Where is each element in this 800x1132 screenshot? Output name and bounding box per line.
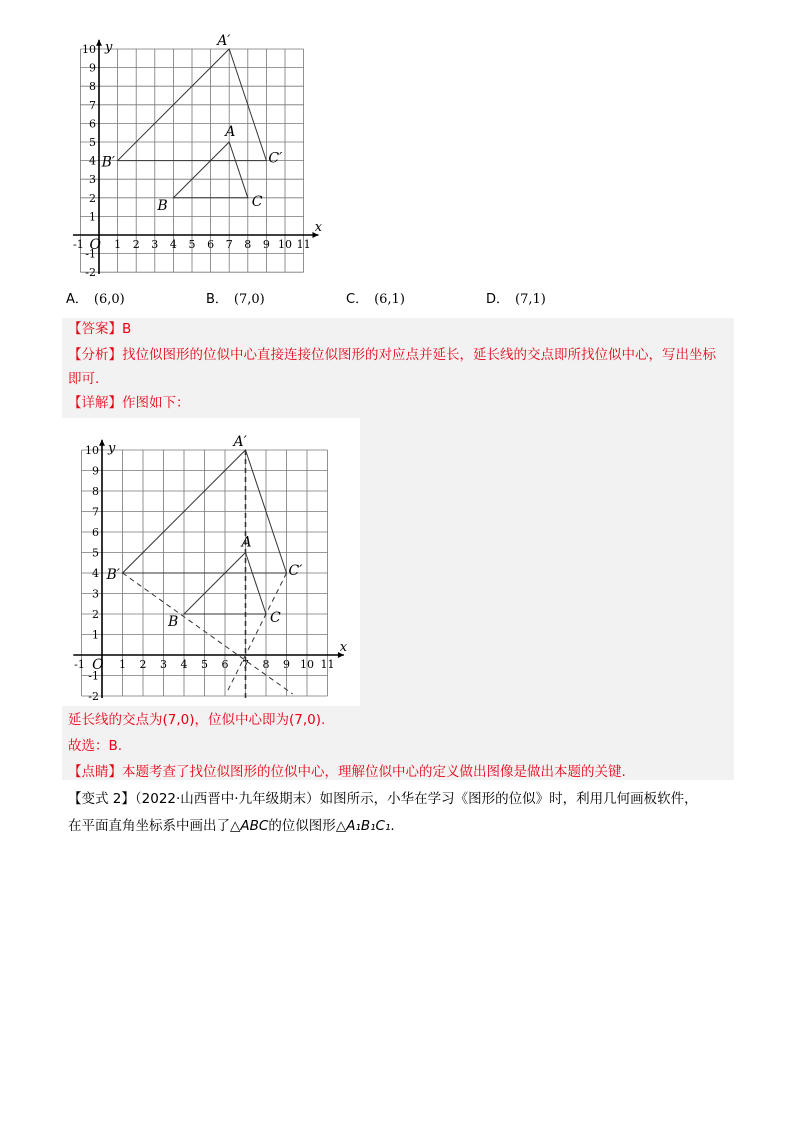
option-a-value: (6,0): [93, 292, 125, 307]
x-axis-label: x: [339, 640, 348, 655]
point-c1-label: C′: [288, 563, 303, 579]
point-a1-label: A′: [233, 434, 247, 450]
x-tick-label: 4: [180, 658, 188, 671]
option-c-value: (6,1): [374, 292, 405, 307]
y-tick-label: 3: [89, 173, 96, 187]
x-tick-label: 5: [201, 658, 208, 671]
comment-tag: 【点睛】: [68, 764, 122, 780]
figure-1-grid: [73, 33, 322, 279]
y-tick-label: 7: [89, 98, 96, 112]
y-tick-label: 2: [89, 191, 96, 205]
choice-line: 故选：B.: [68, 738, 123, 754]
triangle-abc: △ABC: [230, 818, 269, 834]
point-a1-label: A′: [217, 33, 231, 49]
x-axis-label: x: [314, 220, 322, 235]
y-tick-label: -1: [85, 247, 96, 261]
x-tick-label: 11: [320, 658, 335, 671]
y-tick-label: 10: [85, 444, 99, 457]
y-tick-label: 9: [89, 61, 96, 75]
variant-text-1: （2022·山西晋中·九年级期末）如图所示，小华在学习《图形的位似》时，利用几何画板软件，: [134, 791, 698, 807]
option-c-letter: C．: [346, 292, 369, 307]
x-tick-label: 7: [242, 658, 249, 671]
y-tick-label: 1: [92, 628, 99, 642]
option-d-letter: D．: [486, 292, 510, 307]
y-tick-label: 4: [92, 567, 99, 580]
option-b-letter: B．: [206, 292, 228, 307]
option-c[interactable]: [346, 288, 405, 307]
x-tick-label: 2: [132, 238, 140, 251]
x-tick-label: 10: [300, 658, 314, 671]
point-c-label: C: [270, 610, 281, 626]
point-c1-label: C′: [268, 150, 283, 167]
point-b-label: B: [157, 197, 168, 214]
y-tick-label: -2: [85, 266, 96, 280]
triangle-a1b1c1: △A₁B₁C₁: [335, 818, 391, 834]
x-tick-label: 1: [119, 658, 126, 671]
detail-line: [68, 392, 190, 414]
y-tick-label: 9: [92, 464, 99, 478]
y-tick-label: -1: [88, 669, 99, 683]
y-tick-label: 8: [92, 485, 99, 498]
x-tick-label: 9: [283, 658, 290, 671]
x-tick-label: 1: [114, 238, 122, 251]
x-tick-label: 11: [296, 238, 311, 251]
y-tick-label: 4: [89, 154, 96, 168]
variant-tag: 【变式 2】: [68, 791, 135, 807]
origin-label: O: [89, 237, 102, 253]
x-tick-label: 3: [160, 658, 167, 671]
x-tick-label: 8: [244, 238, 252, 251]
x-tick-label: -1: [73, 238, 84, 251]
y-tick-label: 6: [92, 526, 99, 539]
variant-line-1: [68, 788, 698, 810]
answer-text: B: [122, 321, 132, 337]
y-tick-label: 7: [92, 505, 99, 519]
answer-line: [68, 318, 131, 340]
analysis-tag: 【分析】: [68, 347, 122, 363]
analysis-text: 找位似图形的位似中心直接连接位似图形的对应点并延长，延长线的交点即所找位似中心，写出坐标即可.: [68, 347, 716, 387]
variant-line-2: 在平面直角坐标系中画出了△ABC的位似图形△A₁B₁C₁.: [68, 818, 395, 834]
coordinate-figure-2: [62, 418, 360, 706]
comment-text: 本题考查了找位似图形的位似中心，理解位似中心的定义做出图像是做出本题的关键.: [122, 764, 626, 780]
origin-label: O: [92, 657, 104, 673]
point-b-label: B: [168, 614, 179, 630]
option-d-value: (7,1): [515, 292, 546, 307]
y-tick-label: 10: [82, 43, 96, 56]
detail-tag: 【详解】: [68, 395, 122, 411]
x-tick-label: -1: [74, 658, 85, 671]
y-tick-label: 6: [89, 117, 96, 131]
option-a-letter: A．: [66, 292, 88, 307]
x-tick-label: 9: [262, 238, 270, 251]
y-tick-label: 5: [89, 136, 96, 149]
x-tick-label: 6: [207, 238, 215, 251]
y-tick-label: 1: [89, 210, 96, 224]
comment-line: [68, 761, 626, 783]
point-b1-label: B′: [101, 154, 116, 171]
y-tick-label: 2: [92, 608, 99, 621]
x-tick-label: 3: [151, 238, 159, 251]
point-b1-label: B′: [106, 567, 120, 583]
option-b[interactable]: [206, 288, 265, 307]
option-a[interactable]: [66, 288, 125, 307]
point-a-label: A: [241, 534, 252, 551]
point-a-label: A: [225, 124, 236, 140]
x-tick-label: 2: [139, 658, 147, 671]
point-c-label: C: [251, 193, 263, 210]
x-tick-label: 7: [225, 238, 233, 251]
x-tick-label: 6: [221, 658, 229, 671]
y-axis-arrow: [96, 40, 102, 46]
y-axis-label: y: [105, 40, 113, 55]
answer-options: [66, 288, 766, 312]
y-tick-label: 5: [92, 546, 99, 560]
x-tick-label: 10: [278, 238, 292, 251]
conclusion-line: 延长线的交点为(7,0)，位似中心即为(7,0).: [68, 712, 326, 728]
y-tick-label: 8: [89, 80, 96, 94]
detail-text: 作图如下：: [122, 395, 190, 411]
x-tick-label: 5: [188, 238, 196, 251]
option-b-value: (7,0): [233, 292, 265, 307]
analysis-paragraph: [68, 343, 728, 391]
y-axis-label: y: [108, 441, 116, 456]
option-d[interactable]: [486, 288, 546, 307]
coordinate-figure-1: [62, 30, 322, 280]
y-tick-label: -2: [88, 690, 99, 703]
answer-tag: 【答案】: [68, 321, 122, 337]
y-tick-label: 3: [92, 587, 99, 601]
x-tick-label: 4: [169, 238, 177, 251]
x-tick-label: 8: [262, 658, 270, 671]
